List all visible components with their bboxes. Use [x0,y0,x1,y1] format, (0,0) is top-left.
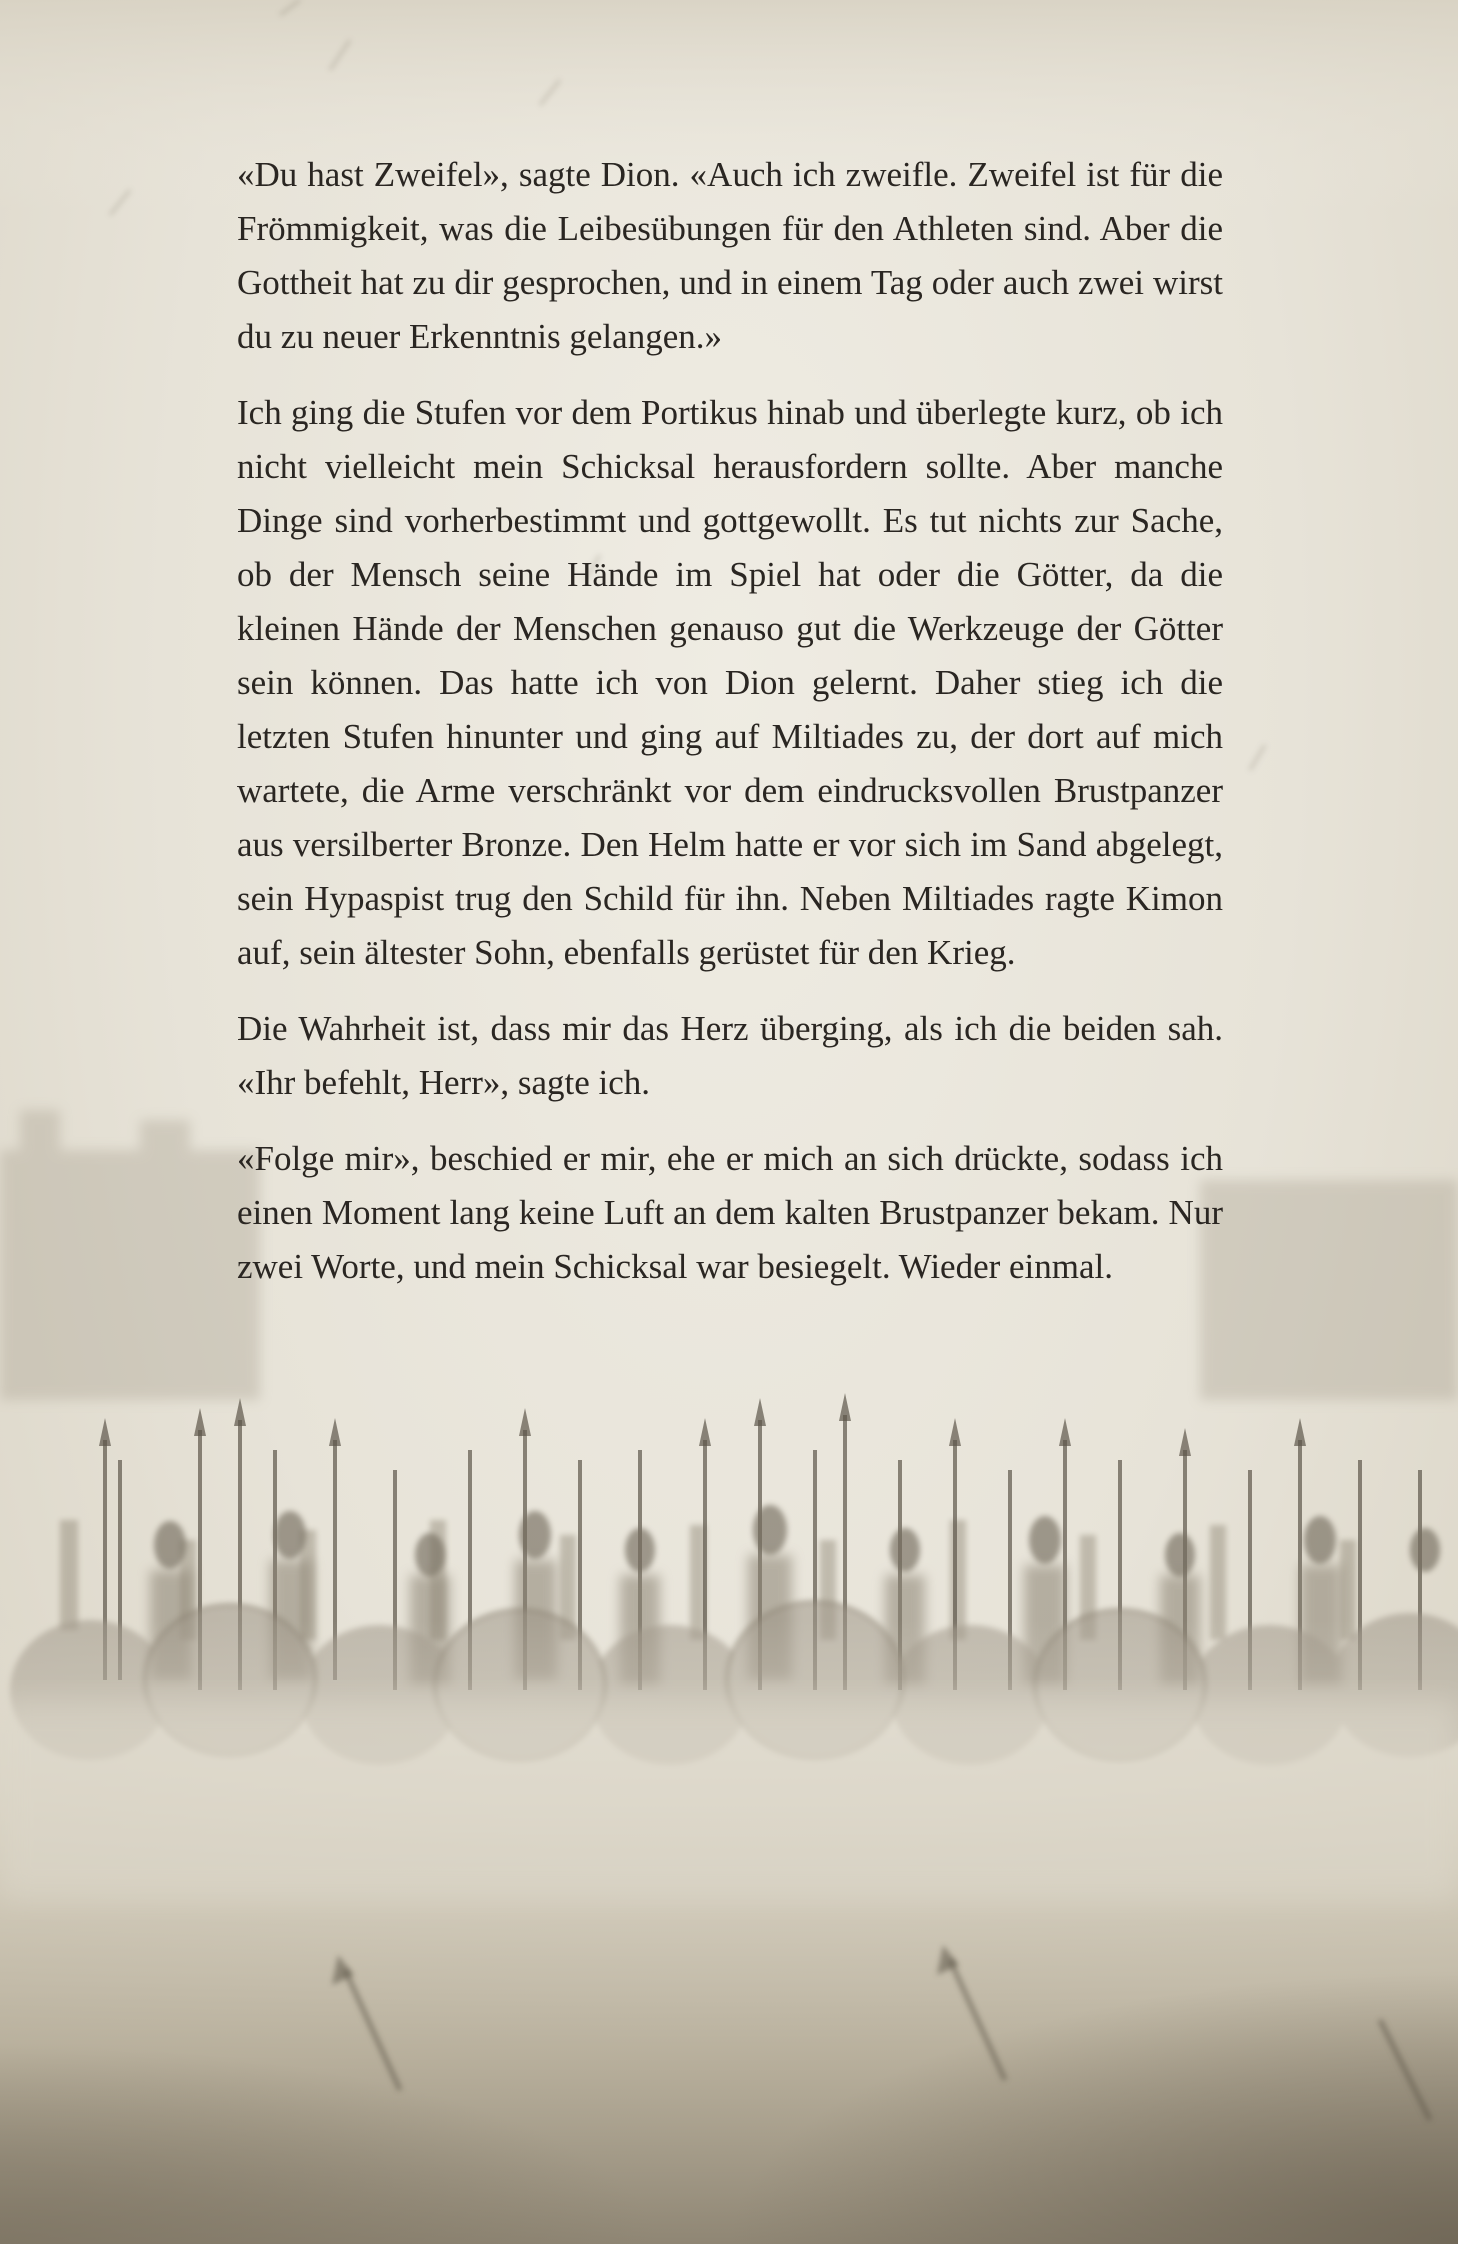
paragraph: «Du hast Zweifel», sagte Dion. «Auch ich zweifle. Zweifel ist für die Frömmigkeit, was die Leibesübungen für den Athleten sind. Aber die Gottheit hat zu dir gesprochen, und in einem Tag oder auch zwei wirst du zu neuer Erkenntnis gelangen.» [237,155,1223,356]
paragraph: Die Wahrheit ist, dass mir das Herz überging, als ich die beiden sah. «Ihr befehlt, Herr», sagte ich. [237,1009,1223,1102]
body-text [237,148,1223,1316]
paragraph: Ich ging die Stufen vor dem Portikus hinab und überlegte kurz, ob ich nicht vielleicht mein Schicksal herausfordern sollte. Aber manche Dinge sind vorherbestimmt und gottgewollt. Es tut nichts zur Sache, ob der Mensch seine Hände im Spiel hat oder die Götter, da die kleinen Hände der Menschen genauso gut die Werkzeuge der Götter sein können. Das hatte ich von Dion gelernt. Daher stieg ich die letzten Stufen hinunter und ging auf Miltiades zu, der dort auf mich wartete, die Arme verschränkt vor dem eindrucksvollen Brustpanzer aus versilberter Bronze. Den Helm hatte er vor sich im Sand abgelegt, sein Hypaspist trug den Schild für ihn. Neben Miltiades ragte Kimon auf, sein ältester Sohn, ebenfalls gerüstet für den Krieg. [237,393,1223,972]
paragraph: «Folge mir», beschied er mir, ehe er mich an sich drückte, sodass ich einen Moment lang keine Luft an dem kalten Brustpanzer bekam. Nur zwei Worte, und mein Schicksal war besiegelt. Wieder einmal. [237,1139,1223,1286]
